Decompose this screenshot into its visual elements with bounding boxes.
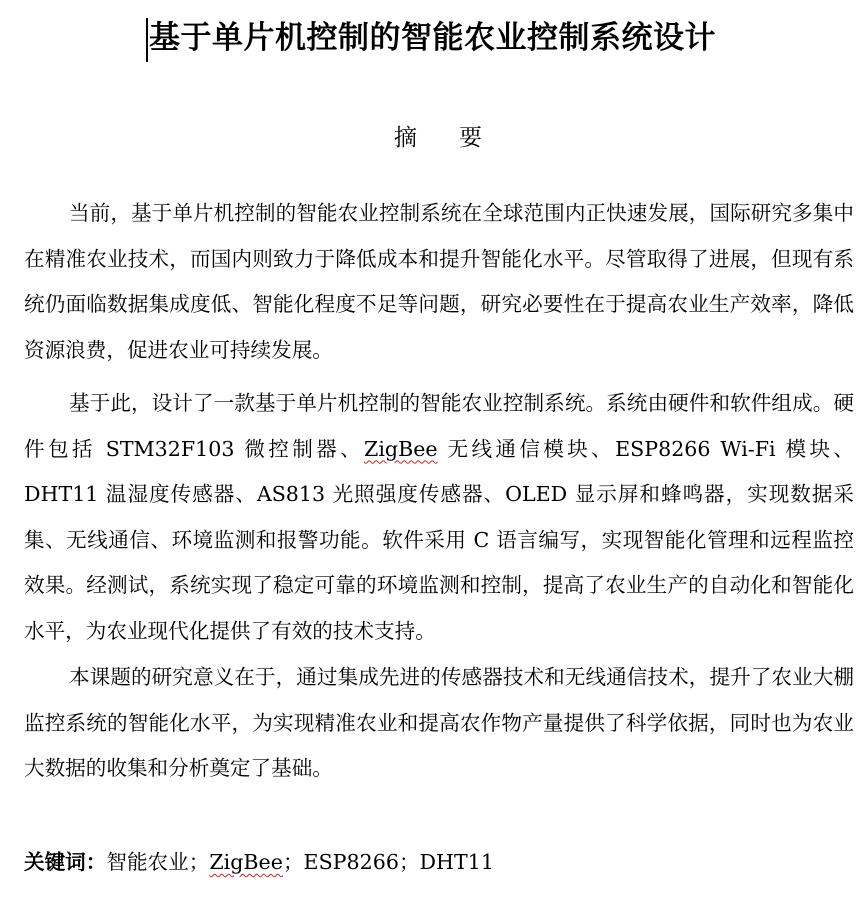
keywords-line[interactable] bbox=[24, 842, 494, 882]
keyword-2-spellcheck-flagged[interactable]: ZigBee bbox=[209, 850, 283, 874]
spellcheck-flagged-word[interactable]: ZigBee bbox=[364, 436, 438, 461]
keywords-label: 关键词： bbox=[24, 850, 107, 874]
title-text: 基于单片机控制的智能农业控制系统设计 bbox=[149, 20, 716, 56]
paragraph-2-text-after: 无线通信模块、ESP8266 Wi-Fi 模块、DHT11 温湿度传感器、AS813 光照强度传感器、OLED 显示屏和蜂鸣器，实现数据采集、无线通信、环境监测和报警功能。软件采用 C 语言编写，实现智能化管理和远程监控效果。经测试，系统实现了稳定可靠的环境监测和控制，提高了农业生产的自动化和智能化水平，为农业现代化提供了有效的技术支持。 bbox=[24, 436, 854, 643]
paragraph-1-text: 当前，基于单片机控制的智能农业控制系统在全球范围内正快速发展，国际研究多集中在精准农业技术，而国内则致力于降低成本和提升智能化水平。尽管取得了进展，但现有系统仍面临数据集成度低、智能化程度不足等问题，研究必要性在于提高农业生产效率，降低资源浪费，促进农业可持续发展。 bbox=[24, 201, 854, 362]
abstract-paragraph-3[interactable] bbox=[24, 655, 854, 792]
keyword-separator: ； bbox=[188, 850, 210, 874]
abstract-heading-char-2: 要 bbox=[459, 125, 482, 151]
text-cursor bbox=[146, 18, 148, 62]
keyword-3: ESP8266 bbox=[303, 850, 399, 874]
keyword-4: DHT11 bbox=[419, 850, 494, 874]
keyword-1: 智能农业 bbox=[106, 850, 189, 874]
keyword-separator: ； bbox=[398, 850, 420, 874]
keyword-separator: ； bbox=[282, 850, 304, 874]
document-title[interactable] bbox=[0, 14, 865, 62]
abstract-paragraph-1[interactable] bbox=[24, 191, 854, 373]
abstract-paragraph-2[interactable] bbox=[24, 381, 854, 655]
abstract-heading bbox=[0, 118, 865, 158]
paragraph-2-text-before: 基于此，设计了一款基于单片机控制的智能农业控制系统。系统由硬件和软件组成。硬件包括 STM32F103 微控制器、 bbox=[24, 391, 854, 461]
abstract-heading-char-1: 摘 bbox=[394, 125, 417, 151]
title-text-wrapper bbox=[149, 14, 716, 62]
paragraph-3-text: 本课题的研究意义在于，通过集成先进的传感器技术和无线通信技术，提升了农业大棚监控系统的智能化水平，为实现精准农业和提高农作物产量提供了科学依据，同时也为农业大数据的收集和分析奠定了基础。 bbox=[24, 665, 854, 781]
